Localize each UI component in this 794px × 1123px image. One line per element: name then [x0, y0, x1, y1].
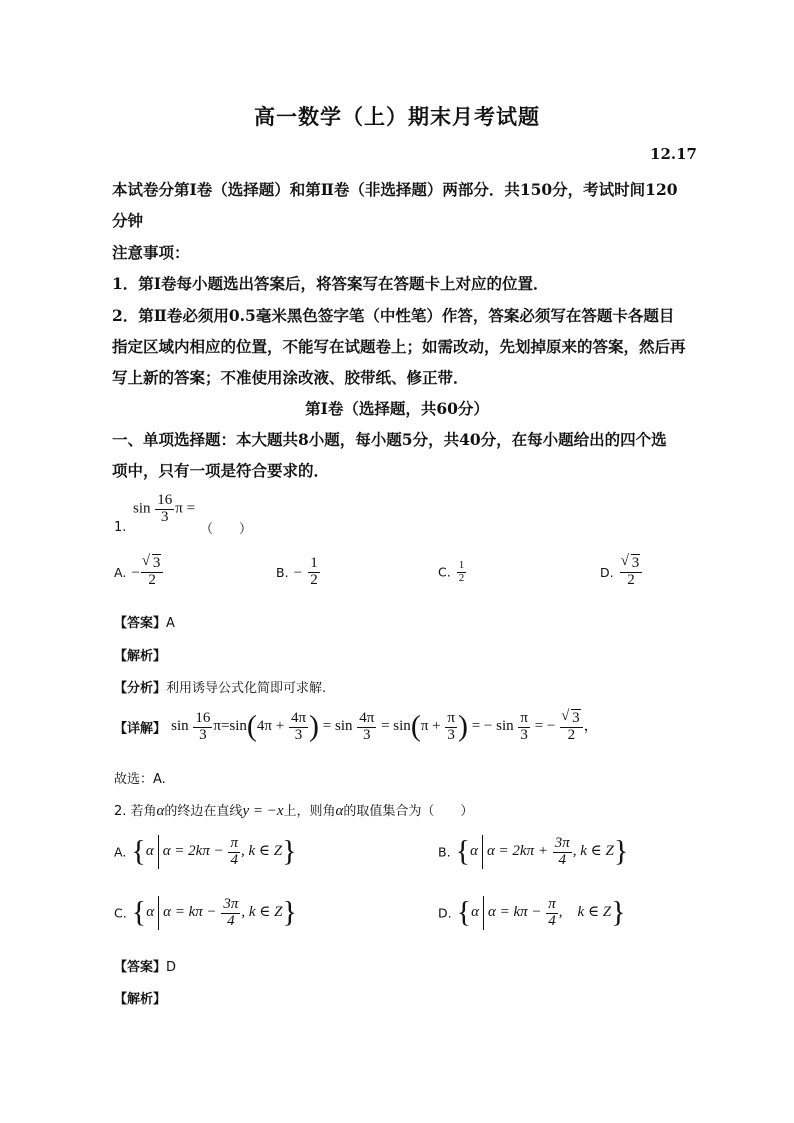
exam-date: 12.17: [650, 145, 697, 163]
q1-detail: 【详解】 sin $\frac{16}{3}$ π=sin(4π + $\frac{4\pi}{3}$ ) = sin $\frac{4\pi}{3}$ = sin(π + $\frac{\pi}{3}$ ) = − sin $\frac{\pi}{3}$ = − √ $\frac{3}{2}$ ，: [114, 710, 599, 744]
section1-line-1: 一、单项选择题：本大题共8小题，每小题5分，共40分，在每小题给出的四个选: [112, 430, 667, 449]
part1-heading: 第Ⅰ卷（选择题，共60分）: [305, 399, 489, 418]
q1-option-d: D. √ $\frac{3}{2}$: [600, 556, 643, 589]
q1-fenxi: 【分析】利用诱导公式化简即可求解.: [114, 681, 327, 696]
q1-option-c: C. $\frac{1}{2}$: [438, 559, 465, 584]
q2-option-b: B. {α α = 2kπ + $\frac{3\pi}{4}$ , k ∈ Z}: [438, 834, 629, 868]
note-item-2-line-3: 写上新的答案；不准使用涂改液、胶带纸、修正带．: [112, 368, 469, 387]
q1-stem-prefix: sin: [133, 500, 151, 517]
section1-line-2: 项中，只有一项是符合要求的．: [112, 461, 330, 480]
q2-option-c: C. {α α = kπ − $\frac{3\pi}{4}$ , k ∈ Z}: [114, 895, 297, 929]
q1-blank: （ ）: [200, 522, 253, 537]
note-item-1: 1．第Ⅰ卷每小题选出答案后，将答案写在答题卡上对应的位置．: [112, 274, 549, 293]
q2-answer: 【答案】D: [114, 960, 177, 975]
notes-heading: 注意事项：: [112, 243, 190, 262]
note-item-2-line-2: 指定区域内相应的位置，不能写在试题卷上；如需改动，先划掉原来的答案，然后再: [112, 337, 686, 356]
q2-analysis-tag: 【解析】: [114, 992, 167, 1007]
note-item-2-line-1: 2．第Ⅱ卷必须用0.5毫米黑色签字笔（中性笔）作答，答案必须写在答题卡各题目: [112, 306, 675, 325]
intro-line-1: 本试卷分第Ⅰ卷（选择题）和第Ⅱ卷（非选择题）两部分．共150分，考试时间120: [112, 180, 678, 199]
q2-option-d: D. {α α = kπ − $\frac{\pi}{4}$ , k ∈ Z}: [438, 895, 626, 929]
q2-option-a: A. {α α = 2kπ − $\frac{\pi}{4}$ , k ∈ Z}: [114, 834, 297, 868]
q1-option-b: B. − $\frac{1}{2}$: [276, 555, 318, 588]
q1-stem-suffix: π =: [175, 500, 196, 517]
q2-stem: 2. 若角α的终边在直线y = −x上，则角α的取值集合为（ ）: [114, 803, 474, 819]
q1-stem-fraction: $\frac{16}{3}$: [157, 492, 173, 525]
exam-title: 高一数学（上）期末月考试题: [254, 104, 540, 129]
intro-line-2: 分钟: [112, 211, 144, 230]
q1-answer: 【答案】A: [114, 616, 175, 631]
q1-stem: [133, 493, 195, 526]
q1-option-a: A. − √ $\frac{3}{2}$: [114, 556, 164, 589]
q1-number: 1.: [114, 520, 127, 535]
q1-analysis-tag: 【解析】: [114, 649, 167, 664]
q1-conclusion: 故选：A.: [114, 772, 166, 787]
